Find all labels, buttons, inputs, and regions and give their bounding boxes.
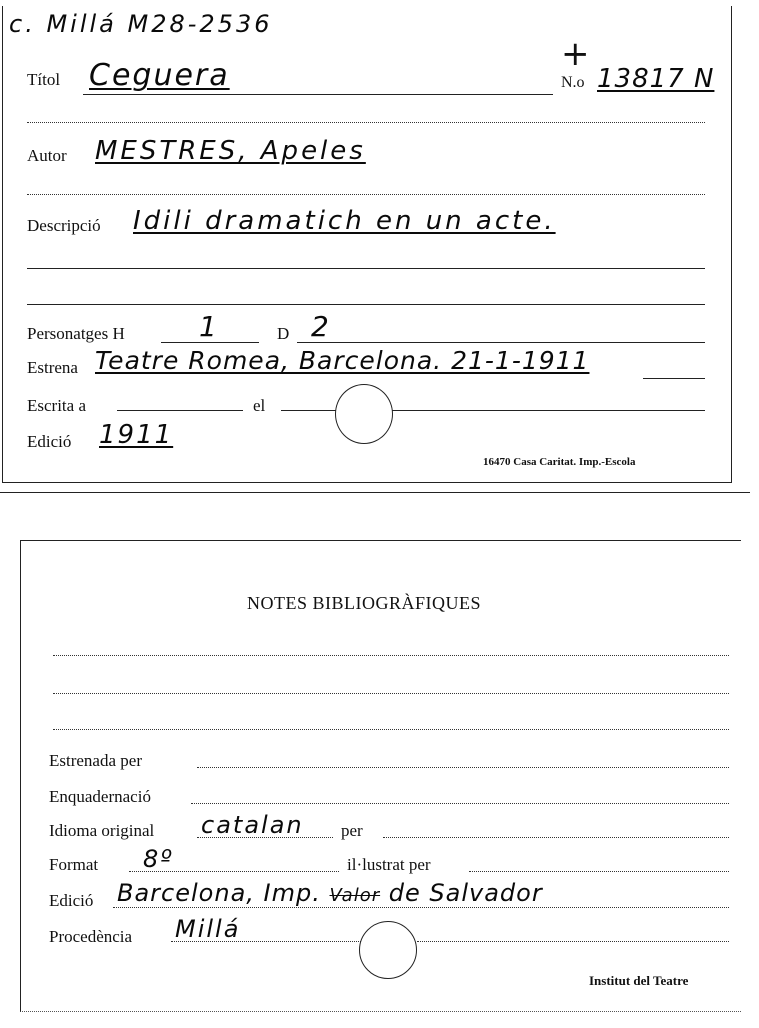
- number-label: N.o: [561, 74, 585, 91]
- blank-line: [27, 304, 705, 305]
- edition-printer-name: de Salvador: [388, 879, 543, 907]
- premiere-line: [643, 378, 705, 379]
- card-separator: [0, 492, 750, 493]
- original-language-label: Idioma original: [49, 821, 155, 840]
- binding-label: Enquadernació: [49, 787, 151, 806]
- original-language-value: catalan: [201, 811, 304, 839]
- translated-by-label: per: [341, 821, 363, 840]
- characters-female-label: D: [277, 324, 290, 343]
- characters-female-value: 2: [311, 310, 331, 343]
- premiered-by-label: Estrenada per: [49, 751, 142, 770]
- dotted-line: [53, 729, 729, 730]
- edition-struck-word: Valor: [329, 885, 381, 906]
- description-label: Descripció: [27, 216, 101, 235]
- premiered-by-line: [197, 767, 729, 768]
- original-language-line: [197, 837, 333, 838]
- written-place-line: [117, 410, 243, 411]
- dotted-line: [53, 693, 729, 694]
- format-line: [129, 871, 339, 872]
- title-label: Títol: [27, 70, 61, 89]
- provenance-line: [417, 941, 729, 942]
- catalog-card-front: [2, 6, 732, 483]
- illustrated-by-line: [469, 871, 729, 872]
- written-date-label: el: [253, 396, 266, 415]
- characters-female-line: [297, 342, 705, 343]
- format-label: Format: [49, 855, 99, 874]
- edition-label: Edició: [27, 432, 72, 451]
- punch-hole: [359, 921, 417, 979]
- provenance-line: [171, 941, 367, 942]
- edition-line: [113, 907, 729, 908]
- dotted-line: [27, 122, 705, 123]
- title-value: Ceguera: [89, 58, 230, 93]
- provenance-label: Procedència: [49, 927, 133, 946]
- translated-by-line: [383, 837, 729, 838]
- edition-printer-value: Barcelona, Imp.: [117, 879, 321, 907]
- edition-label: Edició: [49, 891, 94, 910]
- binding-line: [191, 803, 729, 804]
- institution-name: Institut del Teatre: [589, 973, 689, 988]
- illustrated-by-label: il·lustrat per: [347, 855, 431, 874]
- catalog-card-back: [20, 540, 741, 1012]
- punch-hole: [335, 384, 393, 444]
- blank-line: [27, 268, 705, 269]
- characters-male-value: 1: [199, 310, 219, 343]
- description-value: Idili dramatich en un acte.: [133, 206, 556, 236]
- catalog-reference: c. Millá M28-2536: [9, 10, 273, 38]
- dotted-line: [53, 655, 729, 656]
- premiere-value: Teatre Romea, Barcelona. 21-1-1911: [95, 346, 590, 375]
- characters-male-line: [161, 342, 259, 343]
- number-value: 13817 N: [597, 64, 715, 94]
- written-label: Escrita a: [27, 396, 86, 415]
- provenance-value: Millá: [175, 915, 241, 943]
- notes-heading: NOTES BIBLIOGRÀFIQUES: [247, 593, 482, 613]
- dotted-line: [27, 194, 705, 195]
- cross-mark: +: [561, 34, 590, 74]
- printer-imprint: 16470 Casa Caritat. Imp.-Escola: [483, 456, 636, 468]
- premiere-label: Estrena: [27, 358, 78, 377]
- title-line: [83, 94, 553, 95]
- edition-value: [117, 879, 543, 907]
- format-value: 8º: [143, 845, 174, 873]
- author-value: MESTRES, Apeles: [95, 136, 366, 166]
- edition-value: 1911: [99, 420, 174, 450]
- author-label: Autor: [27, 146, 67, 165]
- characters-label: Personatges H: [27, 324, 125, 343]
